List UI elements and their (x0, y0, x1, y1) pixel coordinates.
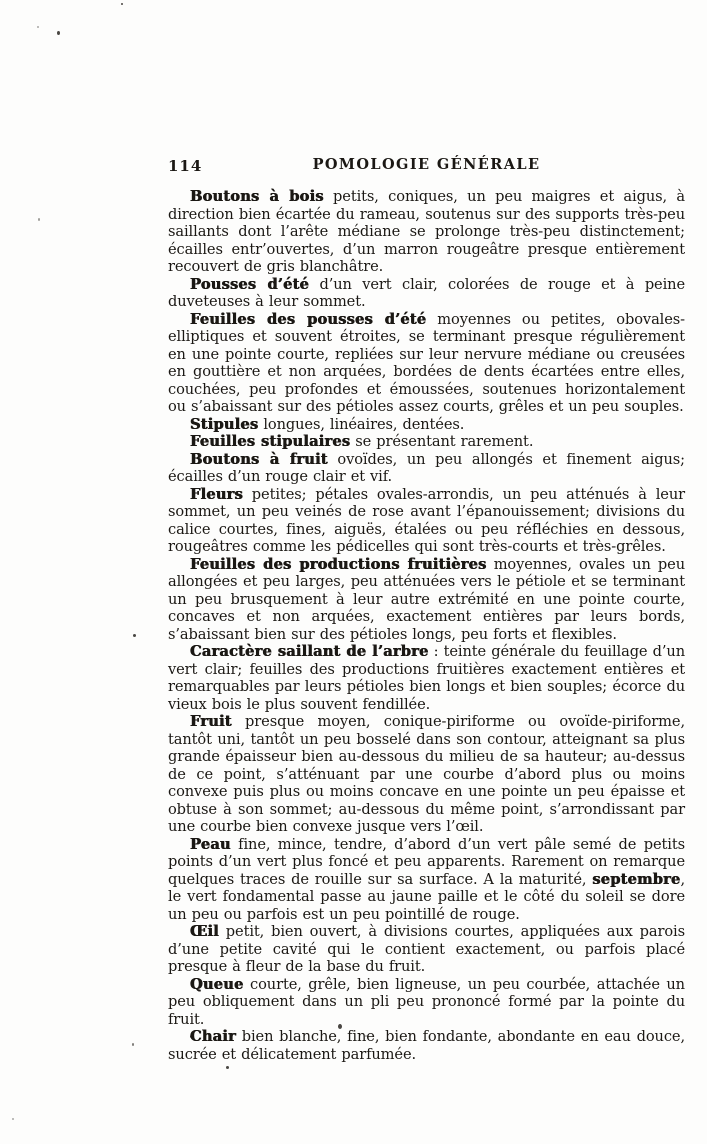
paragraph-text: ovoïdes, un peu allongés et finement aigus; écailles d’un rouge clair et vif. (168, 450, 685, 485)
paragraph-lead: Boutons à bois (190, 188, 324, 205)
paragraph-text: longues, linéaires, dentées. (258, 415, 465, 433)
inline-bold-text: septembre (592, 870, 681, 888)
paragraph-lead: Feuilles des productions fruitières (190, 555, 487, 573)
paragraph-13 (168, 1028, 685, 1063)
paragraph-text: moyennes ou petites, obovales-elliptiques et souvent étroites, se terminant presque régulièrement en une pointe courte, repliées sur leur nervure médiane ou creusées en gouttière et non arquées, bordées de dents écartées entre elles, couchées, peu profondes et émoussées, soutenues horizontalement ou s’abaissant sur des pétioles assez courts, grêles et un peu souples. (168, 310, 685, 415)
paragraph-lead: Peau (190, 835, 231, 853)
paragraph-3 (168, 416, 685, 434)
paragraph-text: , le vert fondamental passe au jaune paille et le côté du soleil se dore un peu ou parfois est un peu pointillé de rouge. (168, 870, 685, 923)
page-body (168, 188, 685, 1063)
paragraph-text: : teinte générale du feuillage d’un vert clair; feuilles des productions fruitières exactement entières et remarquables par leurs pétioles bien longs et bien souples; écorce du vieux bois le plus souvent fendillée. (168, 643, 685, 713)
paragraph-text: moyennes, ovales un peu allongées et peu larges, peu atténuées vers le pétiole et se terminant un peu brusquement à leur autre extrémité en une pointe courte, concaves et non arquées, exactement entières par leurs bords, s’abaissant bien sur des pétioles longs, peu forts et flexibles. (168, 555, 685, 643)
paragraph-lead: Œil (190, 923, 219, 940)
scan-speck (12, 1118, 14, 1120)
paragraph-8 (168, 643, 685, 713)
paragraph-1 (168, 276, 685, 311)
scan-speck (37, 26, 39, 28)
paragraph-text: petites; pétales ovales-arrondis, un peu atténués à leur sommet, un peu veinés de rose avant l’épanouissement; divisions du calice courtes, fines, aiguës, étalées ou peu réfléchies en dessous, rougeâtres comme les pédicelles qui sont très-courts et très-grêles. (168, 485, 685, 555)
paragraph-text: d’un vert clair, colorées de rouge et à peine duveteuses à leur sommet. (168, 275, 686, 310)
paragraph-11 (168, 923, 685, 976)
scan-speck (133, 634, 136, 637)
paragraph-lead: Fleurs (190, 485, 243, 503)
paragraph-lead: Pousses d’été (190, 275, 310, 293)
paragraph-7 (168, 556, 685, 644)
paragraph-text: fine, mince, tendre, d’abord d’un vert pâle semé de petits points d’un vert plus foncé et peu apparents. Rarement on remarque quelques traces de rouille sur sa surface. A la maturité, (168, 835, 685, 888)
paragraph-4 (168, 433, 685, 451)
paragraph-text: petits, coniques, un peu maigres et aigus, à direction bien écartée du rameau, soutenus sur des supports très-peu saillants dont l’arête médiane se prolonge très-peu distinctement; écailles entr’ouvertes, d’un marron rougeâtre presque entièrement recouvert de gris blanchâtre. (168, 188, 685, 275)
running-title: POMOLOGIE GÉNÉRALE (312, 156, 541, 173)
page-number: 114 (168, 157, 203, 175)
paragraph-lead: Boutons à fruit (190, 450, 328, 468)
scan-speck (226, 1066, 229, 1069)
paragraph-text: petit, bien ouvert, à divisions courtes, appliquées aux parois d’une petite cavité qui le contient exactement, ou parfois placé presque à fleur de la base du fruit. (168, 923, 685, 975)
paragraph-0 (168, 188, 685, 276)
scan-speck (132, 1043, 134, 1046)
paragraph-lead: Fruit (190, 713, 232, 730)
paragraph-lead: Feuilles des pousses d’été (190, 310, 427, 328)
paragraph-6 (168, 486, 685, 556)
paragraph-lead: Chair (190, 1028, 236, 1045)
scan-speck (38, 218, 40, 221)
paragraph-lead: Feuilles stipulaires (190, 433, 351, 450)
paragraph-12 (168, 976, 685, 1029)
paragraph-text: se présentant rarement. (350, 433, 534, 450)
paragraph-9 (168, 713, 685, 836)
scan-speck (121, 3, 123, 5)
scan-speck (57, 31, 60, 35)
paragraph-10 (168, 836, 685, 924)
paragraph-text: courte, grêle, bien ligneuse, un peu courbée, attachée un peu obliquement dans un pli peu prononcé formé par la pointe du fruit. (168, 975, 685, 1028)
paragraph-2 (168, 311, 685, 416)
paragraph-lead: Caractère saillant de l’arbre (190, 643, 429, 660)
paragraph-5 (168, 451, 685, 486)
paragraph-text: bien blanche, fine, bien fondante, abondante en eau douce, sucrée et délicatement parfumée. (168, 1028, 685, 1063)
paragraph-lead: Stipules (190, 415, 259, 433)
paragraph-lead: Queue (190, 975, 244, 993)
page-header (168, 156, 685, 178)
paragraph-text: presque moyen, conique-piriforme ou ovoïde-piriforme, tantôt uni, tantôt un peu bosselé dans son contour, atteignant sa plus grande épaisseur bien au-dessous du milieu de sa hauteur; au-dessus de ce point, s’atténuant par une courbe d’abord plus ou moins convexe puis plus ou moins concave en une pointe un peu épaisse et obtuse à son sommet; au-dessous du même point, s’arrondissant par une courbe bien convexe jusque vers l’œil. (168, 713, 685, 835)
